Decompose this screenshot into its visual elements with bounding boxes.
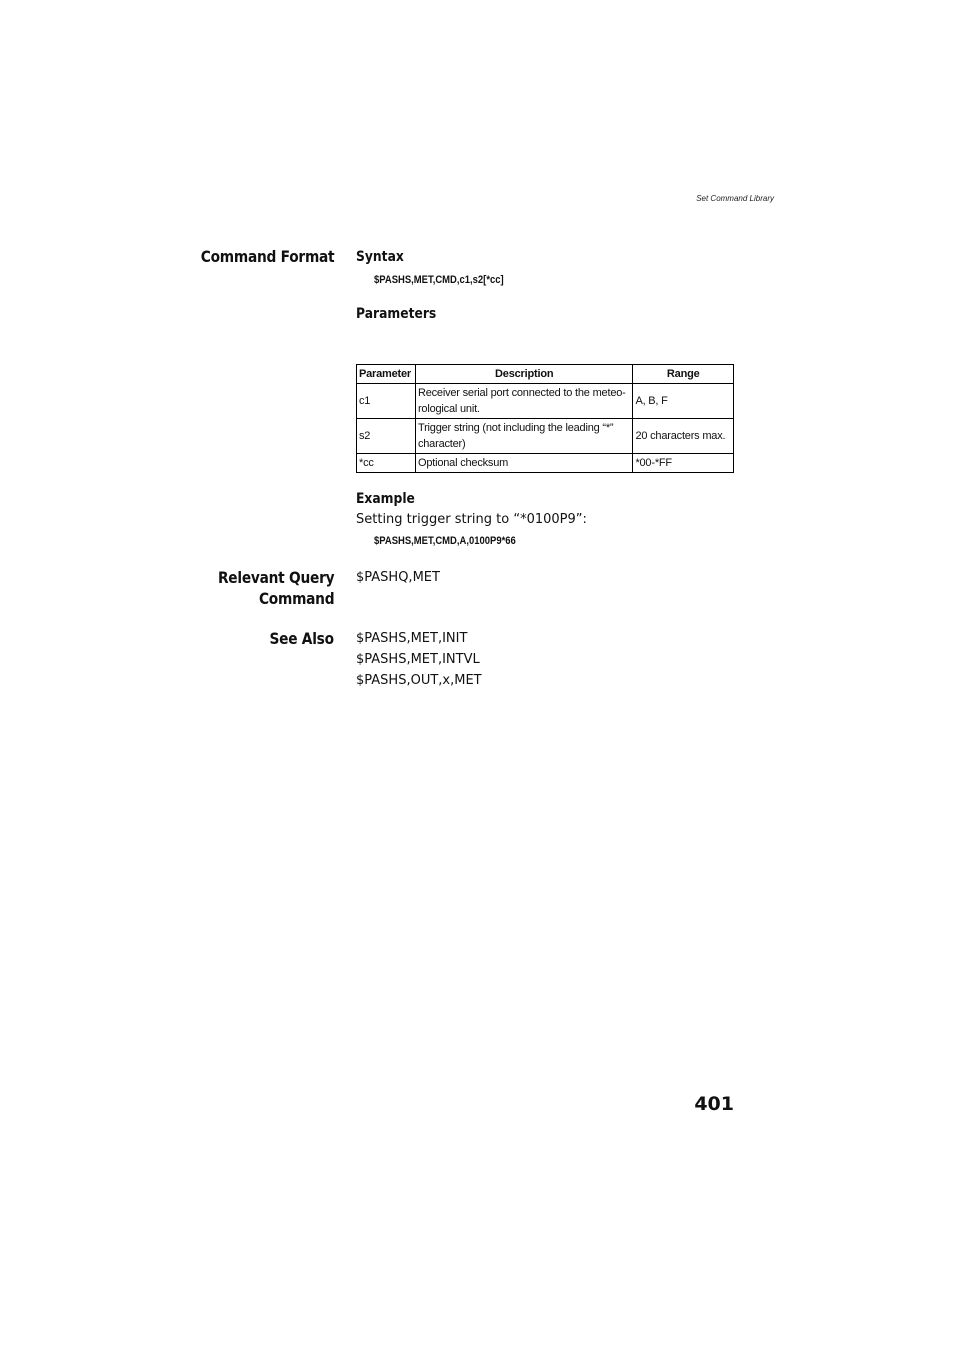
- column-header-description: Description: [415, 365, 632, 384]
- description-line: Optional checksum: [417, 457, 509, 469]
- heading-line: Command: [258, 589, 334, 608]
- syntax-command: $PASHS,MET,CMD,c1,s2[*cc]: [374, 274, 504, 286]
- table-row: [357, 419, 734, 454]
- cell-range: *00-*FF: [633, 454, 734, 473]
- description-line: Trigger string (not including the leading “*”: [417, 422, 614, 434]
- heading-line: Relevant Query: [217, 568, 334, 587]
- see-also-list: [356, 628, 482, 691]
- syntax-heading: Syntax: [356, 249, 404, 265]
- section-heading-relevant-query: [218, 567, 334, 609]
- section-heading-see-also: See Also: [269, 629, 334, 648]
- see-also-item: $PASHS,OUT,x,MET: [356, 673, 482, 688]
- table-row: [357, 384, 734, 419]
- column-header-range: Range: [633, 365, 734, 384]
- cell-description: [415, 454, 632, 473]
- running-header: Set Command Library: [696, 194, 774, 203]
- column-header-parameter: Parameter: [357, 365, 416, 384]
- example-command: $PASHS,MET,CMD,A,0100P9*66: [374, 535, 516, 547]
- example-text: Setting trigger string to “*0100P9”:: [356, 512, 587, 527]
- cell-description: [415, 384, 632, 419]
- parameters-table: [356, 364, 734, 473]
- see-also-item: $PASHS,MET,INIT: [356, 631, 468, 646]
- table-row: [357, 454, 734, 473]
- table-header-row: [357, 365, 734, 384]
- cell-parameter: s2: [357, 419, 416, 454]
- cell-description: [415, 419, 632, 454]
- description-line: rological unit.: [417, 403, 480, 415]
- description-line: character): [417, 438, 466, 450]
- description-line: Receiver serial port connected to the meteo-: [417, 387, 626, 399]
- cell-parameter: *cc: [357, 454, 416, 473]
- example-heading: Example: [356, 491, 415, 507]
- see-also-item: $PASHS,MET,INTVL: [356, 652, 480, 667]
- section-heading-command-format: Command Format: [200, 247, 334, 266]
- relevant-query-command: $PASHQ,MET: [356, 570, 440, 585]
- cell-parameter: c1: [357, 384, 416, 419]
- cell-range: 20 characters max.: [633, 419, 734, 454]
- parameters-heading: Parameters: [356, 306, 437, 322]
- cell-range: A, B, F: [633, 384, 734, 419]
- page-number: 401: [694, 1093, 734, 1115]
